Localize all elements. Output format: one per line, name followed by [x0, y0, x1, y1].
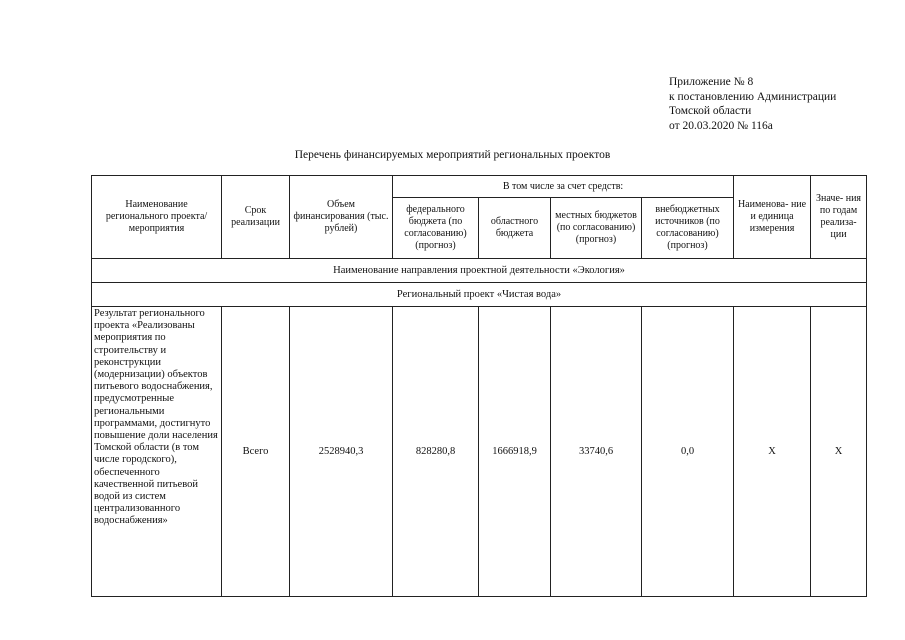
cell-volume: 2528940,3 — [290, 307, 393, 597]
cell-local: 33740,6 — [551, 307, 642, 597]
header-local: местных бюджетов (по согласованию) (прогноз) — [551, 198, 642, 259]
project-cell: Региональный проект «Чистая вода» — [92, 283, 867, 307]
cell-value: Х — [811, 307, 867, 597]
direction-row — [92, 259, 867, 283]
appendix-line-3: Томской области — [669, 105, 752, 117]
appendix-line-1: Приложение № 8 — [669, 76, 754, 88]
cell-name: Результат регионального проекта «Реализованы мероприятия по строительству и реконструкции (модернизации) объектов питьевого водоснабжения, предусмотренные региональными программами, достигнуто повышение доли населения Томской области (в том числе городского), обеспеченного качественной питьевой водой из систем централизованного водоснабжения» — [92, 307, 222, 597]
header-federal: федерального бюджета (по согласованию) (прогноз) — [393, 198, 479, 259]
appendix-line-2: к постановлению Администрации — [669, 90, 837, 103]
document-title: Перечень финансируемых мероприятий региональных проектов — [294, 149, 611, 161]
header-regional: областного бюджета — [479, 198, 551, 259]
header-extrabudget: внебюджетных источников (по согласованию) (прогноз) — [642, 198, 734, 259]
financing-table — [91, 175, 867, 597]
cell-regional: 1666918,9 — [479, 307, 551, 597]
header-volume: Объем финансирования (тыс. рублей) — [290, 176, 393, 259]
appendix-block — [669, 75, 836, 133]
cell-extrabudget: 0,0 — [642, 307, 734, 597]
header-term: Срок реализации — [222, 176, 290, 259]
appendix-line-4: от 20.03.2020 № 116а — [669, 119, 773, 132]
header-row-1 — [92, 176, 867, 198]
project-row — [92, 283, 867, 307]
table-row — [92, 307, 867, 597]
cell-unit: Х — [734, 307, 811, 597]
cell-federal: 828280,8 — [393, 307, 479, 597]
header-including: В том числе за счет средств: — [393, 176, 734, 198]
header-name: Наименование регионального проекта/ мероприятия — [92, 176, 222, 259]
cell-term: Всего — [222, 307, 290, 597]
direction-cell: Наименование направления проектной деятельности «Экология» — [92, 259, 867, 283]
header-unit: Наименова- ние и единица измерения — [734, 176, 811, 259]
header-value: Значе- ния по годам реализа- ции — [811, 176, 867, 259]
